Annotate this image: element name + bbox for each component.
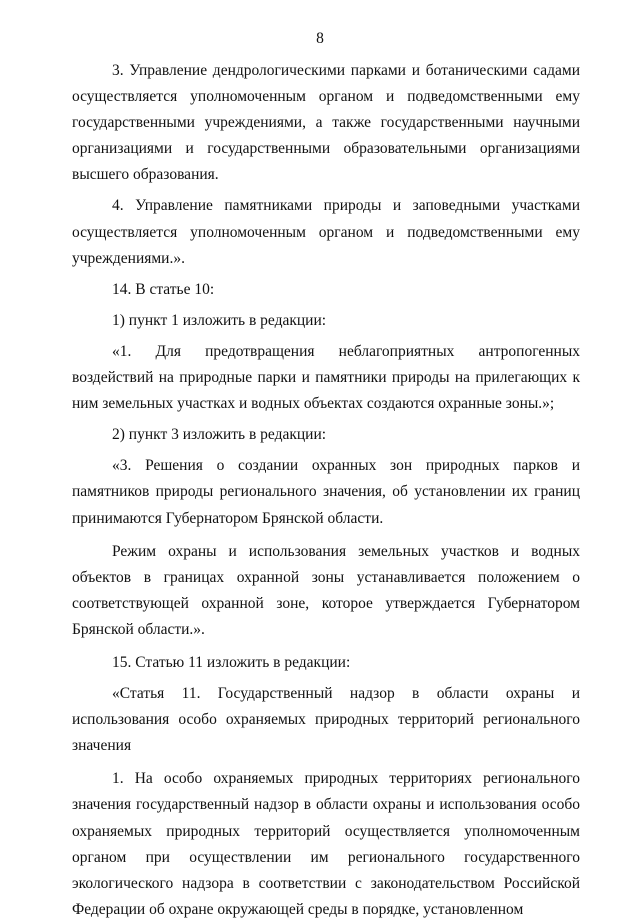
page-number: 8 (316, 30, 324, 47)
document-body (72, 58, 580, 923)
paragraph-article-10-heading: 14. В статье 10: (112, 280, 215, 298)
paragraph-protection-zones-point-3: «3. Решения о создании охранных зон природных парков и памятников природы регионального значения, об установлении их границ принимаются Губернатором Брянской области. (72, 457, 580, 527)
paragraph-point-1-instruction: 1) пункт 1 изложить в редакции: (112, 311, 327, 329)
paragraph-protection-zone-regime: Режим охраны и использования земельных участков и водных объектов в границах охранной зоны устанавливается положением о соответствующей охранной зоне, которое утверждается Губернатором Брянской области.». (72, 542, 580, 638)
paragraph-point-3-instruction: 2) пункт 3 изложить в редакции: (112, 426, 327, 444)
paragraph-item-4-management-nature-monuments: 4. Управление памятниками природы и заповедными участками осуществляется уполномоченным органом и подведомственными ему учреждениями.». (72, 197, 580, 267)
paragraph-protection-zones-point-1: «1. Для предотвращения неблагоприятных антропогенных воздействий на природные парки и памятники природы на прилегающих к ним земельных участках и водных объектах создаются охранные зоны.»; (72, 342, 580, 413)
paragraph-article-11-point-1: 1. На особо охраняемых природных территориях регионального значения государственный надзор в области охраны и использования особо охраняемых природных территорий осуществляется уполномоченным органом при осуществлении им регионального государственного экологического надзора в соответствии с законодательством Российской Федерации об охране окружающей среды в порядке, установленном (72, 770, 580, 918)
paragraph-article-11-instruction: 15. Статью 11 изложить в редакции: (112, 653, 351, 671)
paragraph-article-11-title: «Статья 11. Государственный надзор в области охраны и использования особо охраняемых природных территорий регионального значения (72, 685, 580, 755)
paragraph-item-3-management-dendro-parks: 3. Управление дендрологическими парками и ботаническими садами осуществляется уполномоченным органом и подведомственными ему государственными учреждениями, а также государственными научными организациями и государственными образовательными организациями высшего образования. (72, 62, 580, 184)
